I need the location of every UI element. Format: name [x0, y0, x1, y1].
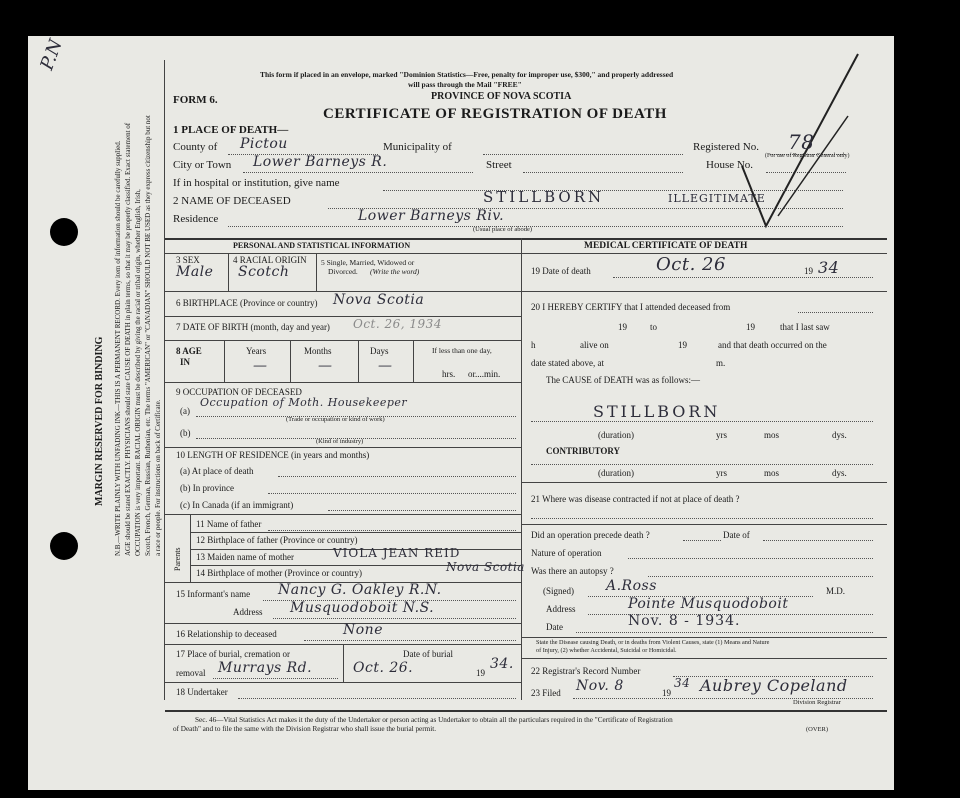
min-label: or....min.	[468, 369, 501, 379]
contributory-label: CONTRIBUTORY	[546, 446, 621, 456]
informant-value: Nancy G. Oakley R.N.	[278, 582, 442, 598]
footer-line-2: of Death" and to file the same with the Division Registrar who shall issue the burial permit.	[173, 725, 437, 733]
date-of-burial-label: Date of burial	[403, 649, 453, 659]
notice-line-1: This form if placed in an envelope, marked "Dominion Statistics—Free, penalty for improper use, $300," and properly addressed	[260, 70, 674, 79]
corner-note: P.N	[36, 36, 67, 73]
burial-year-prefix: 19	[476, 668, 485, 678]
relationship-value: None	[343, 622, 383, 638]
footer-line-1: Sec. 46—Vital Statistics Act makes it the duty of the Undertaker or person acting as Undertaker to obtain all the particulars required in the "Certificate of Registration	[195, 716, 673, 724]
personal-header: PERSONAL AND STATISTICAL INFORMATION	[233, 241, 411, 250]
alive-year-prefix: 19	[678, 340, 687, 350]
birthplace-value: Nova Scotia	[333, 292, 425, 308]
sex-value: Male	[176, 264, 214, 280]
date-of-death-label: 19 Date of death	[531, 266, 591, 276]
hospital-label: If in hospital or institution, give name	[173, 177, 340, 189]
occupation-label: 9 OCCUPATION OF DECEASED	[176, 387, 302, 397]
occupation-a-marker: (a)	[180, 406, 190, 416]
years-value: —	[253, 358, 268, 374]
months-value: —	[318, 358, 333, 374]
residence-a-label: (a) At place of death	[180, 466, 254, 476]
city-value: Lower Barneys R.	[253, 154, 388, 170]
violent-note-2: of Injury, (2) whether Accidental, Suicidal or Homicidal.	[536, 647, 677, 654]
illegitimate-note: ILLEGITIMATE	[668, 192, 766, 205]
occupation-a-value: Occupation of Moth. Housekeeper	[200, 396, 408, 409]
days-label: Days	[370, 346, 389, 356]
informant-address-value: Musquodoboit N.S.	[290, 600, 435, 616]
footer-over: (OVER)	[806, 726, 829, 733]
residence-label: Residence	[173, 213, 219, 225]
days-value: —	[378, 358, 393, 374]
margin-line-3: OCCUPATION is very important. RACIAL ORIGIN must be described by giving the racial or tribal origin, whether English, Irish,	[134, 189, 142, 556]
margin-line-2: AGE should be stated EXACTLY. PHYSICIANS should state CAUSE OF DEATH in plain terms, so that it may be properly classified. Exact statement of	[124, 122, 132, 556]
name-of-deceased-value: STILLBORN	[483, 188, 605, 206]
dob-label: 7 DATE OF BIRTH (month, day and year)	[176, 322, 330, 332]
operation-label: Did an operation precede death ?	[531, 530, 650, 540]
informant-address-label: Address	[233, 607, 263, 617]
death-occurred-label: and that death occurred on the	[718, 340, 827, 350]
removal-label: removal	[176, 668, 206, 678]
birthplace-label: 6 BIRTHPLACE (Province or country)	[176, 298, 318, 308]
h-label: h	[531, 340, 536, 350]
racial-origin-value: Scotch	[238, 264, 290, 280]
contributory-dys-label: dys.	[832, 468, 847, 478]
occupation-b-note: (Kind of industry)	[316, 438, 364, 445]
mother-birthplace-label: 14 Birthplace of mother (Province or country)	[196, 568, 362, 578]
house-no-label: House No.	[706, 159, 754, 171]
medical-header: MEDICAL CERTIFICATE OF DEATH	[584, 241, 748, 251]
filed-value: Nov. 8	[576, 678, 624, 694]
last-saw-label: that I last saw	[780, 322, 830, 332]
filed-year-value: 34	[674, 676, 691, 690]
contributory-duration-label: (duration)	[598, 468, 634, 478]
sex-label: 3 SEX	[176, 255, 200, 265]
city-label: City or Town	[173, 159, 232, 171]
cause-dys-label: dys.	[832, 430, 847, 440]
cause-mos-label: mos	[764, 430, 780, 440]
residence-c-label: (c) In Canada (if an immigrant)	[180, 500, 294, 510]
binding-hole-top	[50, 218, 78, 246]
binding-hole-bottom	[50, 532, 78, 560]
to-year-prefix: 19	[746, 322, 755, 332]
age-in-label: IN	[180, 357, 191, 367]
notice-line-2: will pass through the Mail "FREE"	[408, 80, 522, 89]
removal-value: Murrays Rd.	[218, 660, 313, 676]
physician-date-value: Nov. 8 - 1934.	[628, 613, 741, 629]
parents-label: Parents	[173, 547, 182, 571]
months-label: Months	[304, 346, 332, 356]
cause-label: The CAUSE of DEATH was as follows:—	[546, 375, 700, 385]
county-label: County of	[173, 141, 218, 153]
to-label: to	[650, 322, 658, 332]
marital-label-2: Divorced.	[328, 267, 358, 276]
mother-birthplace-value: Nova Scotia	[446, 560, 525, 574]
margin-line-5: a race or people. For instructions on back of Certificate.	[154, 399, 162, 556]
record-number-label: 22 Registrar's Record Number	[531, 666, 641, 676]
filed-label: 23 Filed	[531, 688, 561, 698]
date-of-death-value: Oct. 26	[656, 254, 726, 275]
province: PROVINCE OF NOVA SCOTIA	[431, 91, 572, 102]
certificate-title: CERTIFICATE OF REGISTRATION OF DEATH	[323, 106, 667, 122]
alive-on-label: alive on	[580, 340, 609, 350]
nature-operation-label: Nature of operation	[531, 548, 602, 558]
margin-line-4: Scotch, French, German, Russian, Ruthenian, etc. The terms "AMERICAN" or "CANADIAN" SHOULD NOT BE USED as they express citizenship but not	[144, 115, 152, 556]
physician-address-value: Pointe Musquodoboit	[628, 596, 789, 612]
cause-yrs-label: yrs	[716, 430, 727, 440]
marital-label: 5 Single, Married, Widowed or	[321, 258, 415, 267]
column-divider	[521, 238, 522, 700]
residence-value: Lower Barneys Riv.	[358, 208, 505, 224]
mother-name-label: 13 Maiden name of mother	[196, 552, 294, 562]
disease-contracted-label: 21 Where was disease contracted if not at place of death ?	[531, 494, 740, 504]
registered-no-label: Registered No.	[693, 141, 759, 153]
burial-label: 17 Place of burial, cremation or	[176, 649, 290, 659]
certificate-sheet	[28, 36, 894, 790]
place-of-death-label: 1 PLACE OF DEATH—	[173, 124, 289, 136]
physician-address-label: Address	[546, 604, 576, 614]
age-label: 8 AGE	[176, 346, 202, 356]
operation-date-label: Date of	[723, 530, 750, 540]
from-year-prefix: 19	[618, 322, 627, 332]
registrar-title: Division Registrar	[793, 699, 841, 706]
death-year-value: 34	[818, 258, 840, 277]
municipality-label: Municipality of	[383, 141, 452, 153]
residence-b-label: (b) In province	[180, 483, 234, 493]
years-label: Years	[246, 346, 267, 356]
residence-note: (Usual place of abode)	[473, 226, 533, 233]
date-stated-label: date stated above, at	[531, 358, 604, 368]
hrs-label: hrs.	[442, 369, 456, 379]
form-number: FORM 6.	[173, 94, 218, 106]
informant-label: 15 Informant's name	[176, 589, 251, 599]
margin-line-1: N.B.—WRITE PLAINLY WITH UNFADING INK—THIS IS A PERMANENT RECORD. Every item of information should be carefully supplied.	[114, 140, 122, 556]
contributory-mos-label: mos	[764, 468, 780, 478]
margin-title: MARGIN RESERVED FOR BINDING	[94, 336, 105, 506]
less-than-day-label: If less than one day,	[432, 346, 492, 355]
occupation-b-marker: (b)	[180, 428, 191, 438]
racial-origin-label: 4 RACIAL ORIGIN	[233, 255, 307, 265]
marital-note: (Write the word)	[370, 267, 420, 276]
father-birthplace-label: 12 Birthplace of father (Province or country)	[196, 535, 358, 545]
certify-label: 20 I HEREBY CERTIFY that I attended deceased from	[531, 302, 731, 312]
occupation-a-note: (Trade or occupation or kind of work)	[286, 416, 385, 423]
cause-duration-label: (duration)	[598, 430, 634, 440]
dob-value: Oct. 26, 1934	[353, 317, 442, 331]
length-of-residence-label: 10 LENGTH OF RESIDENCE (in years and months)	[176, 450, 370, 460]
date-of-burial-value: Oct. 26.	[353, 660, 414, 676]
physician-date-label: Date	[546, 622, 563, 632]
registered-no-value: 78	[788, 130, 815, 154]
signed-value: A.Ross	[606, 578, 657, 594]
cause-value: STILLBORN	[593, 402, 721, 421]
m-label: m.	[716, 358, 726, 368]
signed-label: (Signed)	[543, 586, 574, 596]
death-year-prefix: 19	[804, 266, 813, 276]
name-of-deceased-label: 2 NAME OF DECEASED	[173, 195, 291, 207]
burial-year-value: 34.	[490, 656, 514, 672]
father-name-label: 11 Name of father	[196, 519, 262, 529]
violent-note-1: State the Disease causing Death, or in deaths from Violent Causes, state (1) Means and Nature	[536, 639, 770, 646]
autopsy-label: Was there an autopsy ?	[531, 566, 614, 576]
county-value: Pictou	[240, 136, 288, 152]
undertaker-label: 18 Undertaker	[176, 687, 228, 697]
filed-year-prefix: 19	[662, 688, 671, 698]
mother-name-value: VIOLA JEAN REID	[333, 546, 461, 560]
relationship-label: 16 Relationship to deceased	[176, 629, 277, 639]
street-label: Street	[486, 159, 512, 171]
margin-border	[164, 60, 165, 700]
registrar-note: (For use of Registrar General only)	[765, 153, 850, 159]
md-label: M.D.	[826, 586, 846, 596]
registrar-signature: Aubrey Copeland	[700, 676, 848, 695]
contributory-yrs-label: yrs	[716, 468, 727, 478]
